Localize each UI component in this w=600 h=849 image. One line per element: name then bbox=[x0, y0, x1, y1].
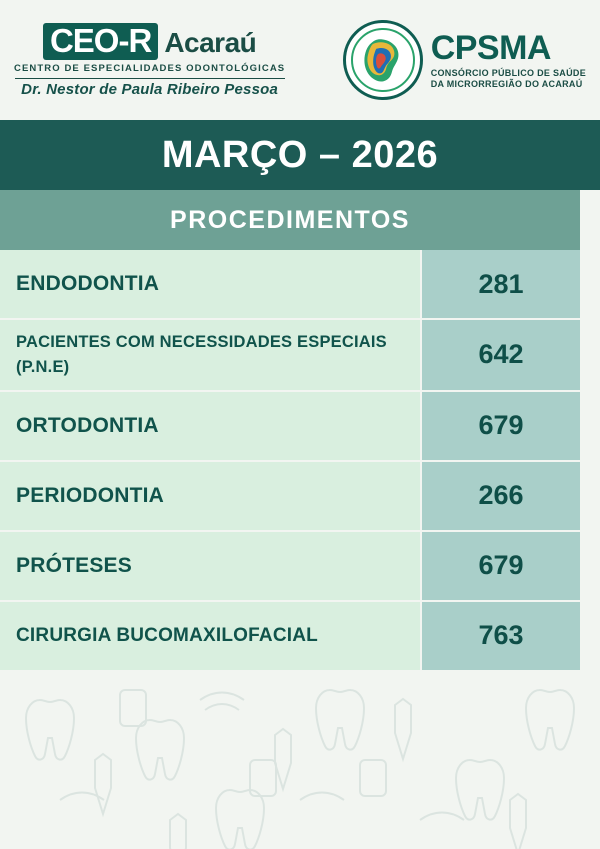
procedures-table bbox=[0, 250, 580, 670]
ceo-r-mark: CEO-R bbox=[43, 23, 158, 60]
emblem-ring bbox=[351, 28, 415, 92]
table-row bbox=[0, 320, 580, 392]
ceo-r-logo-row bbox=[43, 23, 256, 60]
cpsma-subtitle-line1: CONSÓRCIO PÚBLICO DE SAÚDE bbox=[430, 68, 586, 78]
ceo-r-divider bbox=[15, 78, 285, 80]
procedures-header-label: PROCEDIMENTOS bbox=[170, 205, 410, 234]
brazil-map-emblem-icon bbox=[343, 20, 423, 100]
procedures-header-band bbox=[0, 190, 580, 250]
procedure-count: 266 bbox=[420, 462, 580, 530]
procedure-name: ORTODONTIA bbox=[0, 392, 420, 460]
table-row bbox=[0, 392, 580, 462]
page-title: MARÇO – 2026 bbox=[161, 133, 439, 176]
cpsma-logo bbox=[343, 20, 586, 100]
cpsma-text-block bbox=[431, 31, 586, 89]
table-row bbox=[0, 462, 580, 532]
procedure-count: 763 bbox=[420, 602, 580, 670]
table-row bbox=[0, 602, 580, 670]
month-title-band bbox=[0, 120, 600, 190]
procedure-name: PACIENTES COM NECESSIDADES ESPECIAIS (P.N.E) bbox=[0, 320, 420, 390]
procedure-count: 679 bbox=[420, 392, 580, 460]
procedure-name: PRÓTESES bbox=[0, 532, 420, 600]
cpsma-title: CPSMA bbox=[430, 29, 551, 67]
procedure-name: ENDODONTIA bbox=[0, 250, 420, 318]
procedure-name: CIRURGIA BUCOMAXILOFACIAL bbox=[0, 602, 420, 670]
ceo-r-city: Acaraú bbox=[164, 27, 257, 58]
table-row bbox=[0, 532, 580, 602]
table-row bbox=[0, 250, 580, 320]
poster-header bbox=[0, 0, 600, 120]
ceo-r-logo bbox=[14, 23, 285, 97]
procedure-count: 642 bbox=[420, 320, 580, 390]
footer-decorative-area bbox=[0, 670, 600, 835]
cpsma-subtitle-line2: DA MICRORREGIÃO DO ACARAÚ bbox=[430, 79, 583, 89]
procedure-count: 281 bbox=[420, 250, 580, 318]
procedure-name: PERIODONTIA bbox=[0, 462, 420, 530]
ceo-r-subtitle: CENTRO DE ESPECIALIDADES ODONTOLÓGICAS bbox=[14, 63, 286, 74]
ceo-r-doctor-name: Dr. Nestor de Paula Ribeiro Pessoa bbox=[21, 81, 279, 98]
procedure-count: 679 bbox=[420, 532, 580, 600]
